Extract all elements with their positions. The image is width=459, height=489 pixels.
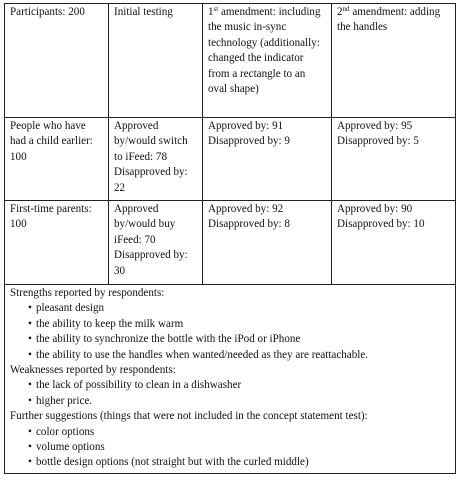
- first-amendment-result-cell: [203, 201, 332, 285]
- list-item: • pleasant design: [36, 301, 451, 316]
- list-item: • volume options: [36, 440, 451, 455]
- list-item: • the ability to synchronize the bottle with the iPod or iPhone: [36, 332, 451, 347]
- list-item: • bottle design options (not straight but with the curled middle): [36, 455, 451, 470]
- first-amendment-header-cell: [203, 4, 332, 118]
- summary-cell: [5, 285, 456, 474]
- initial-result-cell: [109, 118, 203, 201]
- disapproved-count: Disapproved by: 8: [208, 218, 290, 231]
- weaknesses-list: [10, 378, 451, 409]
- table-row: [5, 118, 456, 201]
- approved-count: Approved by: 92: [208, 203, 284, 215]
- group-label: People who have had a child earlier: 100: [10, 120, 93, 163]
- group-cell: [5, 201, 109, 285]
- second-amendment-ordinal-suffix: nd: [342, 5, 350, 13]
- list-item: • the ability to keep the milk warm: [36, 317, 451, 332]
- first-amendment-result-cell: [203, 118, 332, 201]
- header-row: [5, 4, 456, 118]
- table-row: [5, 201, 456, 285]
- weaknesses-heading: Weaknesses reported by respondents:: [10, 364, 176, 377]
- initial-result-text: Approved by/would switch to iFeed: 78 Disapproved by: 22: [114, 120, 188, 194]
- first-amendment-header-text: amendment: including the music in-sync technology (additionally: changed the indicator from a rectangle to an oval shape): [208, 6, 321, 96]
- approved-count: Approved by: 95: [337, 120, 413, 132]
- group-label: First-time parents: 100: [10, 203, 92, 231]
- summary-row: [5, 285, 456, 474]
- initial-testing-header-text: Initial testing: [114, 6, 173, 18]
- disapproved-count: Disapproved by: 5: [337, 135, 419, 148]
- second-amendment-header-cell: [332, 4, 456, 118]
- strengths-heading: Strengths reported by respondents:: [10, 287, 165, 299]
- initial-result-text: Approved by/would buy iFeed: 70 Disapproved by: 30: [114, 203, 188, 277]
- second-amendment-result-cell: [332, 201, 456, 285]
- list-item: • higher price.: [36, 394, 451, 409]
- group-cell: [5, 118, 109, 201]
- participants-cell: [5, 4, 109, 118]
- results-table: [4, 3, 456, 474]
- second-amendment-header-text: amendment: adding the handles: [337, 6, 441, 34]
- first-amendment-ordinal: 1: [208, 6, 214, 18]
- list-item: • color options: [36, 425, 451, 440]
- initial-result-cell: [109, 201, 203, 285]
- list-item: • the ability to use the handles when wanted/needed as they are reattachable.: [36, 348, 451, 363]
- participants-text: Participants: 200: [10, 6, 85, 18]
- initial-testing-header-cell: [109, 4, 203, 118]
- disapproved-count: Disapproved by: 9: [208, 135, 290, 148]
- strengths-list: [10, 301, 451, 363]
- second-amendment-ordinal: 2: [337, 6, 343, 18]
- second-amendment-result-cell: [332, 118, 456, 201]
- suggestions-heading: Further suggestions (things that were not included in the concept statement test):: [10, 410, 368, 423]
- approved-count: Approved by: 91: [208, 120, 284, 132]
- approved-count: Approved by: 90: [337, 203, 413, 215]
- suggestions-list: [10, 425, 451, 471]
- first-amendment-ordinal-suffix: st: [213, 5, 219, 13]
- disapproved-count: Disapproved by: 10: [337, 218, 425, 231]
- list-item: • the lack of possibility to clean in a dishwasher: [36, 378, 451, 393]
